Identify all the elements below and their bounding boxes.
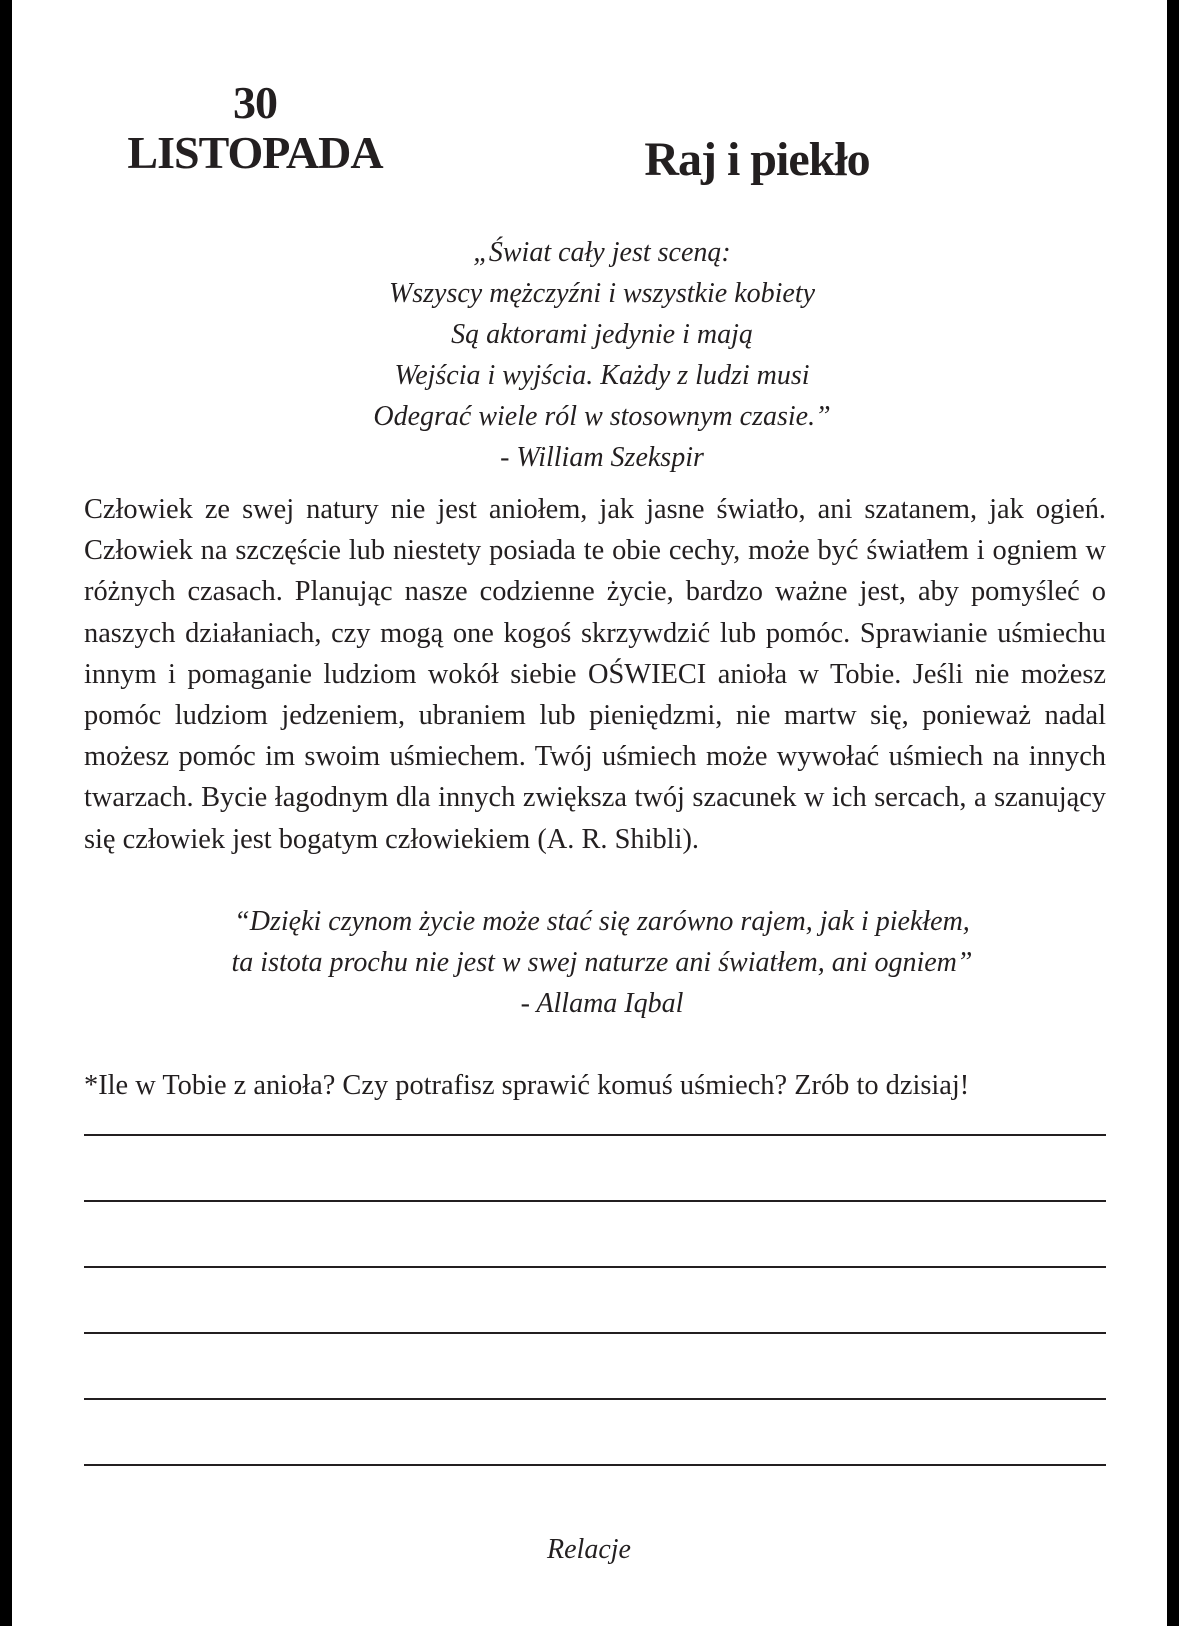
epigraph-line: Są aktorami jedynie i mają [451,319,753,350]
closing-quote-line: “Dzięki czynom życie może stać się zarówno rajem, jak i piekłem, [234,906,970,937]
epigraph-line: Wejścia i wyjścia. Każdy z ludzi musi [394,360,810,391]
reflection-prompt: *Ile w Tobie z anioła? Czy potrafisz sprawić komuś uśmiech? Zrób to dzisiaj! [84,1070,970,1101]
closing-quote-line: ta istota prochu nie jest w swej naturze ani światłem, ani ogniem” [231,947,973,978]
page-title: Raj i piekło [644,133,870,186]
body-paragraph: Człowiek ze swej natury nie jest aniołem, jak jasne światło, ani szatanem, jak ogień. Człowiek na szczęście lub niestety posiada te obie cechy, może być światłem i ogniem w różnych czasach. Planując nasze codzienne życie, bardzo ważne jest, aby pomyśleć o naszych działaniach, czy mogą one kogoś skrzywdzić lub pomóc. Sprawianie uśmiechu innym i pomaganie ludziom wokół siebie OŚWIECI anioła w Tobie. Jeśli nie możesz pomóc ludziom jedzeniem, ubraniem lub pieniędzmi, nie martw się, ponieważ nadal możesz pomóc im swoim uśmiechem. Twój uśmiech może wywołać uśmiech na innych twarzach. Bycie łagodnym dla innych zwiększa twój szacunek w ich sercach, a szanujący się człowiek jest bogatym człowiekiem (A. R. Shibli). [84,494,1106,855]
page-footer: Relacje [547,1534,631,1565]
writing-line [84,1134,1106,1136]
closing-quote-attribution: - Allama Iqbal [520,988,684,1019]
epigraph-line: Wszyscy mężczyźni i wszystkie kobiety [388,278,816,309]
writing-line [84,1332,1106,1334]
writing-line [84,1200,1106,1202]
epigraph-line: „Świat cały jest sceną: [473,237,731,268]
date-day: 30 [233,77,277,128]
epigraph-attribution: - William Szekspir [500,442,704,473]
book-page [12,0,1167,1626]
epigraph-line: Odegrać wiele ról w stosownym czasie.” [373,401,831,432]
writing-lines [84,1134,1106,1530]
closing-quote [172,901,1032,1024]
writing-line [84,1464,1106,1466]
date-heading [110,78,400,178]
writing-line [84,1398,1106,1400]
body-text [84,489,1106,860]
epigraph-quote [212,232,992,478]
writing-line [84,1266,1106,1268]
date-month: LISTOPADA [127,127,383,178]
